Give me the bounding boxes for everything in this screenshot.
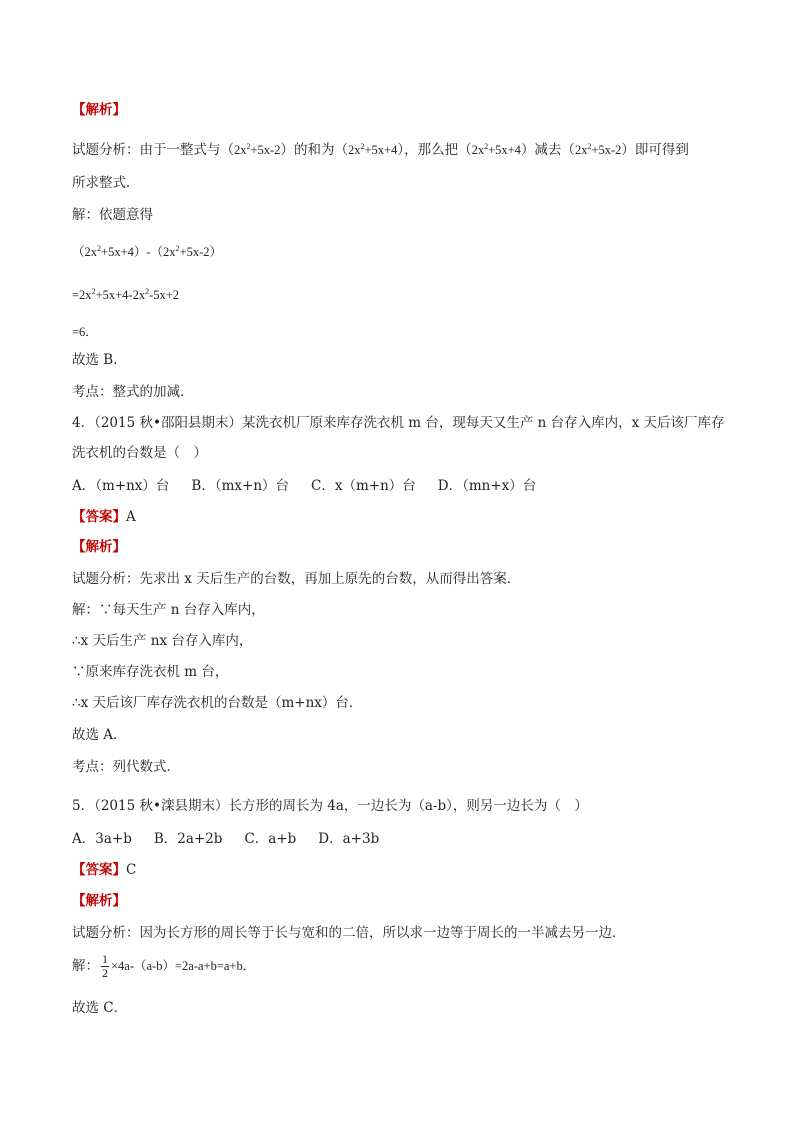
- q4-solve-3: ∵原来库存洗衣机 m 台，: [72, 664, 229, 680]
- answer-value: C: [126, 862, 137, 878]
- q4-answer: [72, 507, 136, 527]
- q4-option-b: B．（mx+n）台: [191, 478, 290, 494]
- q4-options: [72, 476, 536, 496]
- answer-value: A: [126, 509, 136, 525]
- q4-choice: 故选 A．: [72, 727, 127, 743]
- q5-options: [72, 829, 379, 849]
- q4-solve-1: 解：∵每天生产 n 台存入库内，: [72, 602, 265, 618]
- q3-analysis-text: 试题分析：由于一整式与$(2x^2+5x-2)$的和为$(2x^2+5x+4)$，那么把$(2x^2+5x+4)$减去$(2x^2+5x-2)$即可得到: [72, 142, 689, 158]
- analysis-label: 【解析】: [72, 893, 126, 909]
- q5-option-b: B．2a+2b: [153, 831, 223, 847]
- q5-answer: [72, 860, 136, 880]
- q4-analysis-text: 试题分析：先求出 x 天后生产的台数，再加上原先的台数，从而得出答案．: [72, 571, 521, 587]
- q5-option-a: A．3a+b: [72, 831, 132, 847]
- q5-option-d: D．a+3b: [318, 831, 380, 847]
- analysis-label: 【解析】: [72, 102, 126, 118]
- q4-solve-4: ∴x 天后该厂库存洗衣机的台数是（m+nx）台．: [72, 695, 363, 711]
- q3-step-2: $=2x^2+5x+4-2x^2-5x+2$: [72, 287, 180, 302]
- answer-label: 【答案】: [72, 509, 126, 525]
- q4-stem-cont: 洗衣机的台数是（ ）: [72, 445, 207, 461]
- q3-topic: 考点：整式的加减．: [72, 384, 194, 400]
- q5-choice: 故选 C．: [72, 1000, 128, 1016]
- q3-step-1: $(2x^2+5x+4)-(2x^2+5x-2)$: [72, 244, 222, 259]
- q3-analysis-text-cont: 所求整式．: [72, 175, 140, 191]
- q5-stem: 5．（2015 秋•滦县期末）长方形的周长为 4a，一边长为（a-b），则另一边长为（ ）: [72, 798, 588, 814]
- q4-option-c: C．x（m+n）台: [311, 478, 416, 494]
- answer-label: 【答案】: [72, 862, 126, 878]
- q5-analysis-text: 试题分析：因为长方形的周长等于长与宽和的二倍，所以求一边等于周长的一半减去另一边．: [72, 925, 626, 941]
- q5-option-c: C．a+b: [244, 831, 297, 847]
- q3-choice: 故选 B．: [72, 352, 127, 368]
- fraction-one-half: $\frac{1}{2}$: [102, 952, 108, 980]
- analysis-label: 【解析】: [72, 539, 126, 555]
- q4-option-d: D．（mn+x）台: [437, 478, 537, 494]
- q4-topic: 考点：列代数式．: [72, 759, 180, 775]
- q4-option-a: A．（m+nx）台: [72, 478, 170, 494]
- q3-step-3: =6．: [72, 325, 98, 339]
- q4-stem: 4．（2015 秋•邵阳县期末）某洗衣机厂原来库存洗衣机 m 台，现每天又生产 n 台存入库内，x 天后该厂库存: [72, 415, 725, 431]
- q4-solve-2: ∴x 天后生产 nx 台存入库内，: [72, 633, 253, 649]
- q5-solve: 解： $\frac{1}{2}$ ×4a-（a-b）=2a-a+b=a+b．: [72, 952, 256, 980]
- q3-solve-intro: 解：依题意得: [72, 207, 153, 223]
